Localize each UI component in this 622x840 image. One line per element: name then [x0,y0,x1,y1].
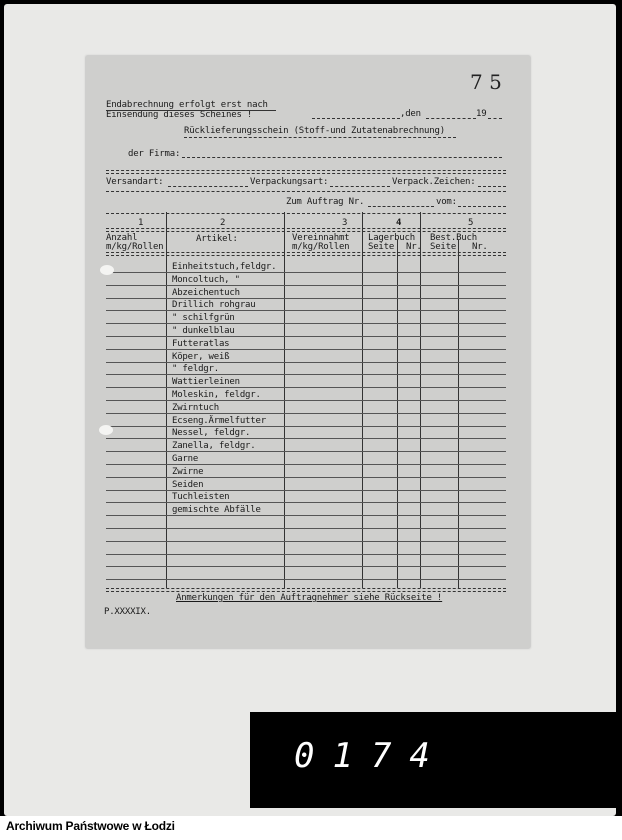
col-number-3: 3 [342,218,348,228]
article-row-label: Futteratlas [172,338,230,349]
article-row-label: Moleskin, feldgr. [172,390,261,400]
versandart-label: Versandart: [106,177,164,187]
table-row-line [106,438,506,439]
col3-header-1: Vereinnahmt [292,233,350,243]
document-sheet [86,56,530,648]
col2-header: Artikel: [196,234,238,244]
table-row-line [106,528,506,529]
col4-sub-seite: Seite [368,242,395,252]
col5-header: Best.Buch [430,233,477,243]
article-row-label: Zanella, feldgr. [172,441,256,452]
article-row-label: gemischte Abfälle [172,505,261,516]
col-number-4: 4 [396,218,402,228]
table-row-line [106,451,506,452]
article-row-label: Tuchleisten [172,492,230,503]
punch-hole [99,425,113,435]
col5-sub-nr: Nr. [472,242,488,252]
article-row-label: Moncoltuch, " [172,274,240,285]
col4-header: Lagerbuch [368,233,415,243]
table-row-line [106,272,506,273]
date-label: ,den [400,109,421,119]
col-number-2: 2 [220,218,226,228]
vom-label: vom: [436,197,457,207]
col3-header-2: m/kg/Rollen [292,242,350,252]
table-row-line [106,285,506,286]
col5-sub-seite: Seite [430,242,457,252]
table-row-line [106,566,506,567]
table-row-line [106,413,506,414]
form-code: P.XXXXIX. [104,607,151,617]
handwritten-number: 7 5 [470,70,502,94]
archive-footer [0,816,622,840]
col1-header-1: Anzahl [106,233,138,243]
col-number-5: 5 [468,218,474,228]
article-row-label: Drillich rohgrau [172,300,256,311]
archive-name: Archiwum Państwowe w Łodzi [6,819,175,833]
firma-label: der Firma: [128,149,181,159]
table-row-line [106,477,506,478]
article-row-label: Wattierleinen [172,377,240,388]
table-row-line [106,554,506,555]
footer-note: Anmerkungen für den Auftragnehmer siehe Rückseite ! [176,593,443,603]
table-row-line [106,400,506,401]
table-row-line [106,464,506,465]
table-row-line [106,362,506,363]
notice-line-2: Einsendung dieses Scheines ! [106,110,253,120]
article-row-label: Ecseng.Ärmelfutter [172,415,266,426]
verpackungsart-label: Verpackungsart: [250,177,329,187]
article-row-label: " feldgr. [172,364,219,375]
col4-sub-nr: Nr. [406,242,422,252]
table-row-line [106,502,506,503]
article-row-label: " dunkelblau [172,326,235,336]
table-row-line [106,579,506,580]
form-title: Rücklieferungsschein (Stoff-und Zutatenabrechnung) [184,126,445,136]
table-row-line [106,349,506,350]
table-row-line [106,541,506,542]
col1-header-2: m/kg/Rollen [106,242,164,252]
table-row-line [106,336,506,337]
col-number-1: 1 [138,218,144,228]
year-label: 19 [476,109,487,119]
table-row-line [106,374,506,375]
notice-line-1: Endabrechnung erfolgt erst nach [106,100,268,110]
table-row-line [106,310,506,311]
verpack-zeichen-label: Verpack.Zeichen: [392,177,476,187]
table-row-line [106,426,506,427]
table-row-line [106,387,506,388]
article-row-label: Nessel, feldgr. [172,428,251,439]
article-row-label: Seiden [172,479,204,490]
table-row-line [106,298,506,299]
article-row-label: Zwirntuch [172,402,219,413]
article-row-label: Zwirne [172,466,204,477]
article-row-label: " schilfgrün [172,313,235,324]
table-row-line [106,323,506,324]
frame-number: 0174 [294,736,448,776]
article-row-label: Abzeichentuch [172,287,240,298]
punch-hole [100,265,114,275]
article-row-label: Einheitstuch,feldgr. [172,262,277,272]
auftrag-label: Zum Auftrag Nr. [286,197,365,207]
table-row-line [106,490,506,491]
article-row-label: Köper, weiß [172,351,230,362]
table-row-line [106,515,506,516]
article-row-label: Garne [172,454,199,464]
